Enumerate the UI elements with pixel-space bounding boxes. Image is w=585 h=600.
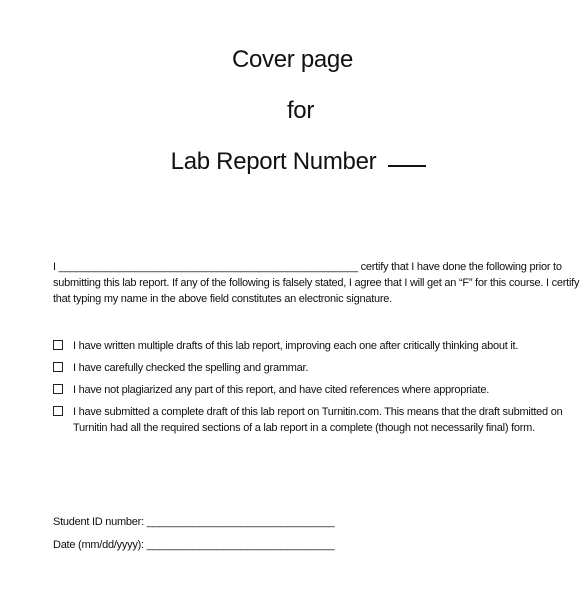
student-id-field[interactable]: Student ID number: ________________________________ bbox=[53, 516, 335, 528]
checkbox-turnitin[interactable] bbox=[53, 406, 63, 416]
checklist-item-turnitin bbox=[53, 404, 563, 436]
lab-report-number-blank[interactable] bbox=[388, 165, 426, 167]
checklist-item-label: I have written multiple drafts of this lab report, improving each one after critically thinking about it. bbox=[73, 340, 519, 352]
checklist-item-plagiarism bbox=[53, 382, 539, 398]
checkbox-plagiarism[interactable] bbox=[53, 384, 63, 394]
checklist-item-label: I have carefully checked the spelling and grammar. bbox=[73, 362, 309, 374]
certification-line-1: I ___________________________________________________ certify that I have done the following prior to bbox=[53, 261, 562, 273]
certification-line-2: submitting this lab report. If any of the following is falsely stated, I agree that I will get an “F” for this course. I certify bbox=[53, 277, 580, 289]
checklist-item-label-continued: Turnitin had all the required sections of a lab report in a complete (though not necessarily final) form. bbox=[73, 422, 535, 434]
date-field[interactable]: Date (mm/dd/yyyy): ________________________________ bbox=[53, 539, 335, 551]
checkbox-drafts[interactable] bbox=[53, 340, 63, 350]
checkbox-spelling[interactable] bbox=[53, 362, 63, 372]
checklist-item-label: I have not plagiarized any part of this report, and have cited references where appropriate. bbox=[73, 384, 490, 396]
title-for: for bbox=[286, 97, 315, 124]
certification-line-3: that typing my name in the above field constitutes an electronic signature. bbox=[53, 293, 392, 305]
checklist-item-spelling bbox=[53, 360, 539, 376]
checklist bbox=[53, 338, 563, 442]
checklist-item-drafts bbox=[53, 338, 539, 354]
certification-statement bbox=[53, 259, 580, 307]
lab-report-number-label: Lab Report Number bbox=[170, 148, 377, 175]
title-cover-page: Cover page bbox=[231, 46, 354, 73]
checklist-item-label: I have submitted a complete draft of this lab report on Turnitin.com. This means that the draft submitted on bbox=[73, 406, 563, 418]
title-lab-report-number bbox=[6, 148, 585, 176]
